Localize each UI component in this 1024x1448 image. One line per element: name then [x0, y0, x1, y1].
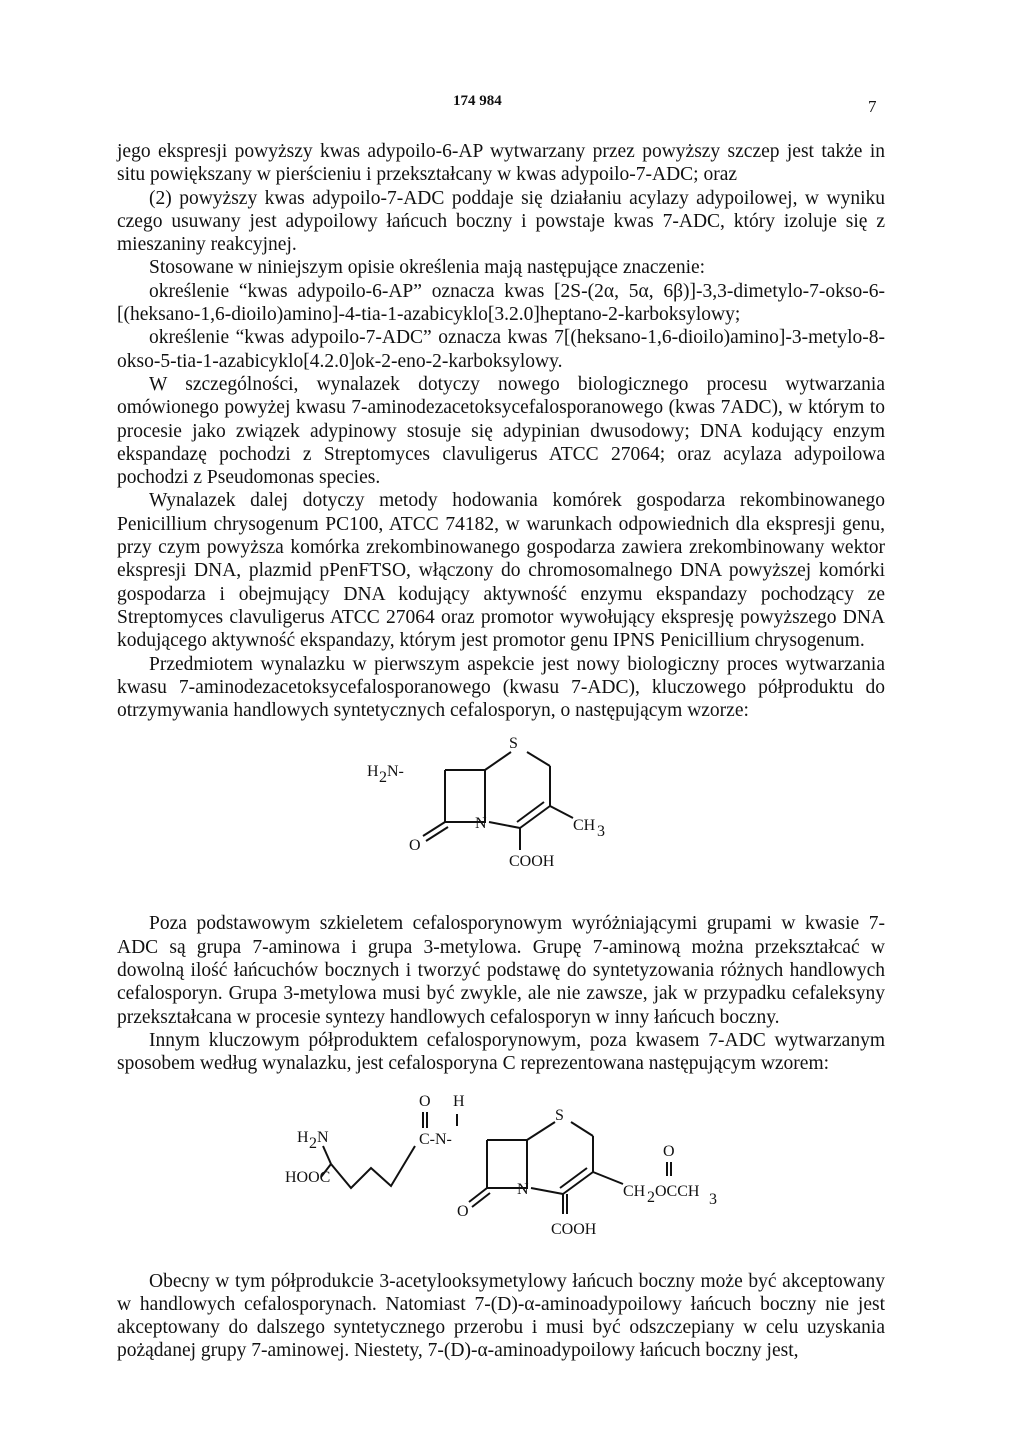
paragraph-9: Poza podstawowym szkieletem cefalosporynowym wyróżniającymi grupami w kwasie 7-ADC są grupa 7-aminowa i grupa 3-metylowa. Grupę 7-aminową można przekształcać w dowolną ilość łańcuchów bocznych i tworzyć podstawę do syntetyzowania różnych handlowych cefalosporyn. Grupa 3-metylowa musi być zwykle, ale nie zawsze, jak w przypadku cefaleksyny przekształcana w procesie syntezy handlowych cefalosporyn w inny łańcuch boczny.	[117, 913, 885, 1028]
structure-7-adc	[117, 732, 885, 882]
paragraph-6: W szczególności, wynalazek dotyczy nowego biologicznego procesu wytwarzania omówionego powyżej kwasu 7-aminodezacetoksycefalosporanowego (kwas 7ADC), w którym to procesie jako związek adypinowy stosuje się adypinian dwusodowy; DNA kodujący enzym ekspandazę pochodzi z Streptomyces clavuligerus ATCC 27064; oraz acylaza adypoilowa pochodzi z Pseudomonas species.	[117, 373, 885, 489]
formula2-occh: OCCH	[655, 1182, 700, 1200]
page-header	[0, 93, 1024, 117]
formula2-three: 3	[709, 1190, 717, 1208]
paragraph-8: Przedmiotem wynalazku w pierwszym aspekcie jest nowy biologiczny proces wytwarzania kwasu 7-aminodezacetoksycefalosporanowego (kwasu 7-ADC), kluczowego półproduktu do otrzymywania handlowych syntetycznych cefalosporyn, o następującym wzorze:	[117, 653, 885, 722]
formula2-cooh: COOH	[551, 1220, 597, 1238]
structure-cephalosporin-c	[117, 1084, 885, 1244]
formula-ch3: CH	[573, 817, 596, 835]
paragraph-7: Wynalazek dalej dotyczy metody hodowania komórek gospodarza rekombinowanego Penicillium chrysogenum PC100, ATCC 74182, w warunkach odpowiednich dla ekspresji genu, przy czym powyższa komórka zrekombinowanego gospodarza zawiera zrekombinowany wektor ekspresji DNA, plazmid pPenFTSO, włączony do chromosomalnego DNA powyższej komórki gospodarza i obejmujący DNA kodujący aktywność enzymu ekspandazy pochodzący ze Streptomyces clavuligerus ATCC 27064 oraz promotor wywołujący ekspresję powyższego DNA kodującego aktywność ekspandazy, którym jest promotor genu IPNS Penicillium chrysogenum.	[117, 490, 885, 652]
definition-adypoilo-6-ap: określenie “kwas adypoilo-6-AP” oznacza kwas [2S-(2α, 5α, 6β)]-3,3-dimetylo-7-okso-6-[(heksano-1,6-dioilo)amino]-4-tia-1-azabicyklo[3.2.0]heptano-2-karboksylowy;	[117, 280, 885, 326]
definition-adypoilo-7-adc: określenie “kwas adypoilo-7-ADC” oznacza kwas 7[(heksano-1,6-dioilo)amino]-3-metylo-8-okso-5-tia-1-azabicyklo[4.2.0]ok-2-eno-2-karboksylowy.	[117, 327, 885, 372]
formula2-h2n-sub: 2	[309, 1134, 317, 1152]
formula-nh2-n: N-	[387, 763, 404, 781]
paragraph-11: Obecny w tym półprodukcie 3-acetylooksymetylowy łańcuch boczny może być akceptowany w handlowych cefalosporynach. Natomiast 7-(D)-α-aminoadypoilowy łańcuch boczny nie jest akceptowany do dalszego syntetycznego przerobu i musi być odszczepiany w celu uzyskania pożądanej grupy 7-aminowej. Niestety, 7-(D)-α-aminoadypoilowy łańcuch boczny jest,	[117, 1270, 885, 1362]
paragraph-10: Innym kluczowym półproduktem cefalosporynowym, poza kwasem 7-ADC wytwarzanym sposobem według wynalazku, jest cefalosporyna C reprezentowana następującym wzorem:	[117, 1029, 885, 1075]
document-number: 174 984	[453, 93, 502, 109]
formula-ch3-sub: 3	[597, 823, 605, 841]
formula-nh2-h: H	[367, 763, 379, 781]
formula-nh2-sub: 2	[379, 769, 387, 787]
page-body	[117, 140, 885, 1363]
page-number: 7	[868, 97, 877, 116]
paragraph-1: jego ekspresji powyższy kwas adypoilo-6-AP wytwarzany przez powyższy szczep jest także in situ powiększany w pierścieniu i przekształcany w kwas adypoilo-7-ADC; oraz	[117, 141, 885, 186]
formula2-ester-o: O	[663, 1142, 675, 1160]
formula2-nitrogen: N	[517, 1180, 529, 1198]
formula-nitrogen: N	[475, 815, 487, 833]
formula2-carbonyl-o: O	[457, 1202, 469, 1220]
formula-cooh: COOH	[509, 853, 555, 871]
paragraph-3: Stosowane w niniejszym opisie określenia mają następujące znaczenie:	[149, 257, 706, 279]
adipoyl-chain	[331, 1146, 415, 1188]
formula2-c-n: C-N-	[419, 1130, 452, 1148]
formula2-ch2-sub: 2	[647, 1188, 655, 1206]
formula2-sulfur: S	[555, 1106, 564, 1124]
formula2-ch2: CH	[623, 1182, 646, 1200]
formula2-h-top: H	[453, 1092, 465, 1110]
formula-carbonyl-o: O	[409, 837, 421, 855]
formula2-hooc: HOOC	[285, 1168, 331, 1186]
formula2-h2n-n: N	[317, 1128, 329, 1146]
formula2-o-top: O	[419, 1092, 431, 1110]
formula2-h2n-h: H	[297, 1128, 309, 1146]
formula-sulfur: S	[509, 735, 518, 753]
paragraph-2: (2) powyższy kwas adypoilo-7-ADC poddaje się działaniu acylazy adypoilowej, w wyniku czego usuwany jest adypoilowy łańcuch boczny i powstaje kwas 7-ADC, który izoluje się z mieszaniny reakcyjnej.	[117, 187, 885, 256]
